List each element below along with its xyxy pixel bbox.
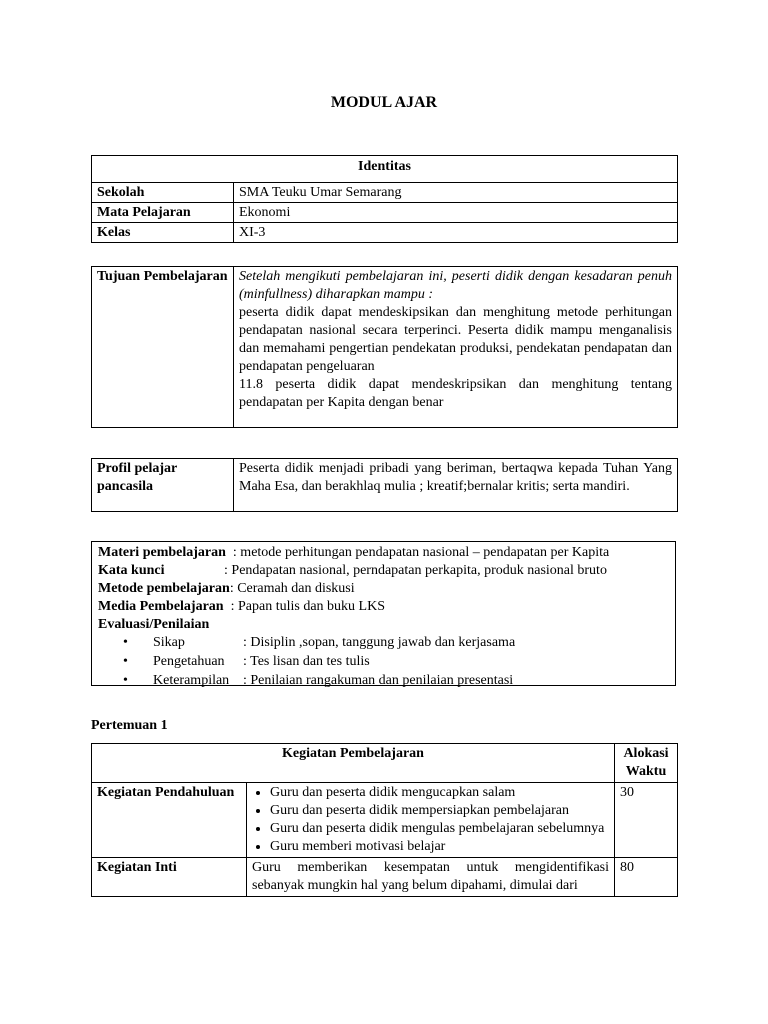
media-row bbox=[98, 598, 675, 616]
inti-label: Kegiatan Inti bbox=[92, 858, 247, 897]
pendahuluan-list bbox=[252, 784, 609, 856]
list-item: • Guru memberi motivasi belajar bbox=[270, 838, 609, 856]
list-item: • Guru dan peserta didik mengucapkan salam bbox=[270, 784, 609, 802]
identitas-header: Identitas bbox=[92, 156, 678, 183]
tujuan-table bbox=[91, 266, 678, 428]
pertemuan-heading: Pertemuan 1 bbox=[91, 718, 168, 733]
tujuan-paragraph-1: peserta didik dapat mendeskipsikan dan menghitung metode perhitungan pendapatan nasional secara terperinci. Peserta didik mampu menganalisis dan memahami pengertian pendekatan produksi, pendekatan pendapatan dan pendapatan pengeluaran bbox=[239, 305, 672, 374]
kegiatan-table bbox=[91, 743, 678, 897]
pendahuluan-label: Kegiatan Pendahuluan bbox=[92, 783, 247, 858]
bullet-icon: • bbox=[123, 635, 128, 650]
bullet-icon: • bbox=[123, 673, 128, 688]
tujuan-paragraph-2: 11.8 peserta didik dapat mendeskripsikan dan menghitung tentang pendapatan per Kapita dengan benar bbox=[239, 377, 672, 410]
table-row bbox=[92, 203, 678, 223]
materi-box bbox=[91, 541, 676, 686]
table-row bbox=[92, 783, 678, 858]
page-title: MODUL AJAR bbox=[330, 94, 438, 111]
media-value: : Papan tulis dan buku LKS bbox=[230, 599, 385, 614]
profil-label: Profil pelajar pancasila bbox=[92, 459, 234, 512]
materi-label: Materi pembelajaran bbox=[98, 545, 233, 560]
list-item bbox=[98, 672, 675, 691]
tujuan-label: Tujuan Pembelajaran bbox=[92, 267, 234, 428]
identitas-table bbox=[91, 155, 678, 243]
bullet-icon: • bbox=[123, 654, 128, 669]
pengetahuan-value: : Tes lisan dan tes tulis bbox=[243, 654, 370, 669]
metode-value: : Ceramah dan diskusi bbox=[229, 581, 355, 596]
table-row bbox=[92, 858, 678, 897]
evaluasi-row bbox=[98, 616, 675, 634]
materi-row bbox=[98, 544, 675, 562]
kelas-value: XI-3 bbox=[234, 223, 678, 243]
mata-pelajaran-value: Ekonomi bbox=[234, 203, 678, 223]
sikap-value: : Disiplin ,sopan, tanggung jawab dan kerjasama bbox=[243, 635, 516, 650]
mata-pelajaran-label: Mata Pelajaran bbox=[92, 203, 234, 223]
pendahuluan-time: 30 bbox=[615, 783, 678, 858]
table-row bbox=[92, 183, 678, 203]
tujuan-intro: Setelah mengikuti pembelajaran ini, peserti didik dengan kesadaran penuh (minfullness) diharapkan mampu : bbox=[239, 269, 672, 302]
kelas-label: Kelas bbox=[92, 223, 234, 243]
sekolah-label: Sekolah bbox=[92, 183, 234, 203]
list-item: • Guru dan peserta didik mempersiapkan pembelajaran bbox=[270, 802, 609, 820]
media-label: Media Pembelajaran bbox=[98, 599, 231, 614]
kata-kunci-row bbox=[98, 562, 675, 580]
keterampilan-label: Keterampilan bbox=[153, 673, 230, 688]
table-row bbox=[92, 223, 678, 243]
kata-kunci-label: Kata kunci bbox=[98, 563, 225, 578]
sekolah-value: SMA Teuku Umar Semarang bbox=[234, 183, 678, 203]
inti-time: 80 bbox=[615, 858, 678, 897]
tujuan-content bbox=[234, 267, 678, 428]
metode-label: Metode pembelajaran bbox=[98, 581, 230, 596]
metode-row bbox=[98, 580, 675, 598]
kata-kunci-value: : Pendapatan nasional, perndapatan perkapita, produk nasional bruto bbox=[224, 563, 607, 578]
pendahuluan-content bbox=[247, 783, 615, 858]
list-item bbox=[98, 653, 675, 672]
profil-value: Peserta didik menjadi pribadi yang beriman, bertaqwa kepada Tuhan Yang Maha Esa, dan berakhlaq mulia ; kreatif;bernalar kritis; serta mandiri. bbox=[234, 459, 678, 512]
list-item: • Guru dan peserta didik mengulas pembelajaran sebelumnya bbox=[270, 820, 609, 838]
inti-content: Guru memberikan kesempatan untuk mengidentifikasi sebanyak mungkin hal yang belum dipahami, dimulai dari bbox=[247, 858, 615, 897]
kegiatan-header: Kegiatan Pembelajaran bbox=[92, 744, 615, 783]
evaluasi-label: Evaluasi/Penilaian bbox=[98, 617, 210, 632]
pengetahuan-label: Pengetahuan bbox=[153, 654, 225, 669]
list-item bbox=[98, 634, 675, 653]
sikap-label: Sikap bbox=[153, 635, 185, 650]
keterampilan-value: : Penilaian rangakuman dan penilaian presentasi bbox=[243, 673, 514, 688]
profil-table bbox=[91, 458, 678, 512]
materi-value: : metode perhitungan pendapatan nasional – pendapatan per Kapita bbox=[232, 545, 610, 560]
alokasi-header: Alokasi Waktu bbox=[615, 744, 678, 783]
